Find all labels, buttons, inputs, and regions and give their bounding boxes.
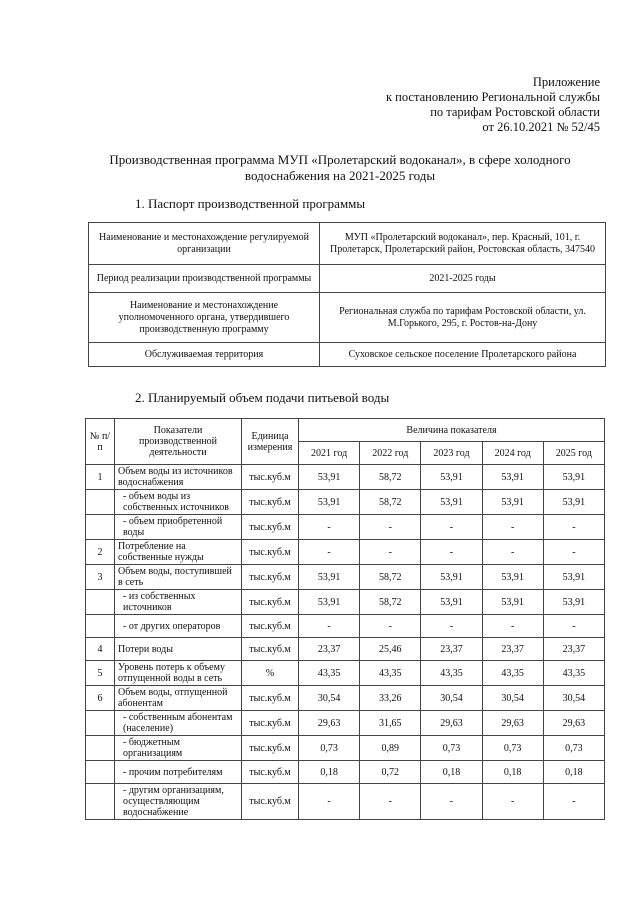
row-value: 23,37	[421, 638, 482, 661]
row-value: 43,35	[482, 661, 543, 686]
row-unit: тыс.куб.м	[242, 638, 299, 661]
table-row	[86, 615, 605, 638]
row-value: 0,73	[299, 736, 360, 761]
row-unit: тыс.куб.м	[242, 686, 299, 711]
row-value: 53,91	[421, 565, 482, 590]
row-value: 53,91	[299, 465, 360, 490]
row-value: -	[543, 615, 604, 638]
row-value: 25,46	[360, 638, 421, 661]
volume-table	[85, 418, 605, 820]
row-value: 29,63	[482, 711, 543, 736]
row-indicator: Объем воды, поступившей в сеть	[115, 565, 242, 590]
row-indicator: - от других операторов	[115, 615, 242, 638]
row-unit: тыс.куб.м	[242, 515, 299, 540]
row-num	[86, 590, 115, 615]
passport-label: Наименование и местонахождение уполномоченного органа, утвердившего производственную программу	[89, 293, 320, 343]
row-value: 58,72	[360, 590, 421, 615]
row-unit: тыс.куб.м	[242, 711, 299, 736]
row-value: -	[482, 515, 543, 540]
row-value: 53,91	[482, 465, 543, 490]
table-row	[86, 490, 605, 515]
row-value: 0,73	[482, 736, 543, 761]
row-num	[86, 615, 115, 638]
passport-row	[89, 223, 606, 265]
row-unit: тыс.куб.м	[242, 540, 299, 565]
row-value: 0,18	[543, 761, 604, 784]
table-row	[86, 686, 605, 711]
row-num	[86, 736, 115, 761]
row-value: -	[543, 515, 604, 540]
row-indicator: - из собственных источников	[115, 590, 242, 615]
row-value: -	[299, 540, 360, 565]
row-value: -	[482, 784, 543, 820]
row-value: 43,35	[543, 661, 604, 686]
row-indicator: - бюджетным организациям	[115, 736, 242, 761]
row-unit: тыс.куб.м	[242, 784, 299, 820]
passport-value: МУП «Пролетарский водоканал», пер. Красный, 101, г. Пролетарск, Пролетарский район, Ростовская область, 347540	[320, 223, 606, 265]
row-num	[86, 490, 115, 515]
row-num	[86, 711, 115, 736]
row-value: 58,72	[360, 565, 421, 590]
row-indicator: - объем воды из собственных источников	[115, 490, 242, 515]
row-value: 53,91	[299, 565, 360, 590]
title-line: Производственная программа МУП «Пролетарский водоканал», в сфере холодного	[109, 152, 571, 167]
row-indicator: - другим организациям, осуществляющим водоснабжение	[115, 784, 242, 820]
appendix-date: от 26.10.2021 № 52/45	[482, 120, 600, 134]
row-num	[86, 761, 115, 784]
row-value: 29,63	[421, 711, 482, 736]
row-value: 29,63	[299, 711, 360, 736]
row-indicator: Объем воды из источников водоснабжения	[115, 465, 242, 490]
document-title	[90, 152, 590, 184]
row-value: 30,54	[421, 686, 482, 711]
passport-label: Период реализации производственной программы	[89, 265, 320, 293]
row-unit: тыс.куб.м	[242, 465, 299, 490]
row-value: 53,91	[421, 590, 482, 615]
passport-row	[89, 293, 606, 343]
row-value: 30,54	[299, 686, 360, 711]
row-indicator: Объем воды, отпущенной абонентам	[115, 686, 242, 711]
header-value: Величина показателя	[299, 419, 605, 442]
table-row	[86, 590, 605, 615]
header-year: 2024 год	[482, 442, 543, 465]
table-row	[86, 565, 605, 590]
passport-row	[89, 265, 606, 293]
row-value: 53,91	[421, 465, 482, 490]
appendix-block	[386, 75, 600, 135]
row-value: -	[299, 615, 360, 638]
row-value: -	[360, 784, 421, 820]
row-value: 53,91	[543, 590, 604, 615]
appendix-line: Приложение	[532, 75, 600, 89]
row-unit: тыс.куб.м	[242, 615, 299, 638]
row-unit: тыс.куб.м	[242, 761, 299, 784]
passport-value: 2021-2025 годы	[320, 265, 606, 293]
passport-row	[89, 343, 606, 367]
passport-value: Суховское сельское поселение Пролетарского района	[320, 343, 606, 367]
table-row	[86, 661, 605, 686]
table-row	[86, 465, 605, 490]
row-value: 53,91	[482, 490, 543, 515]
row-value: 53,91	[543, 565, 604, 590]
passport-label: Обслуживаемая территория	[89, 343, 320, 367]
row-value: -	[482, 540, 543, 565]
row-value: -	[482, 615, 543, 638]
row-value: -	[360, 515, 421, 540]
row-unit: тыс.куб.м	[242, 490, 299, 515]
row-value: -	[543, 540, 604, 565]
row-value: 30,54	[482, 686, 543, 711]
table-row	[86, 736, 605, 761]
row-value: 0,73	[543, 736, 604, 761]
row-num: 3	[86, 565, 115, 590]
row-value: -	[360, 540, 421, 565]
row-num	[86, 784, 115, 820]
row-value: 0,18	[421, 761, 482, 784]
row-indicator: Потребление на собственные нужды	[115, 540, 242, 565]
row-num: 5	[86, 661, 115, 686]
row-value: 43,35	[421, 661, 482, 686]
row-value: 23,37	[543, 638, 604, 661]
row-value: 0,72	[360, 761, 421, 784]
header-year: 2023 год	[421, 442, 482, 465]
row-value: 30,54	[543, 686, 604, 711]
row-value: 31,65	[360, 711, 421, 736]
row-value: -	[421, 540, 482, 565]
table-row	[86, 515, 605, 540]
header-year: 2021 год	[299, 442, 360, 465]
row-value: 43,35	[360, 661, 421, 686]
section-heading-passport: 1. Паспорт производственной программы	[135, 196, 366, 211]
row-value: 53,91	[299, 490, 360, 515]
header-num: № п/п	[86, 419, 115, 465]
row-value: 53,91	[543, 465, 604, 490]
table-row	[86, 638, 605, 661]
row-unit: тыс.куб.м	[242, 565, 299, 590]
row-indicator: - прочим потребителям	[115, 761, 242, 784]
row-value: 23,37	[482, 638, 543, 661]
row-value: -	[299, 784, 360, 820]
row-indicator: Потери воды	[115, 638, 242, 661]
table-row	[86, 761, 605, 784]
row-num: 1	[86, 465, 115, 490]
row-unit: тыс.куб.м	[242, 736, 299, 761]
row-value: 23,37	[299, 638, 360, 661]
title-line: водоснабжения на 2021-2025 годы	[244, 168, 436, 183]
row-value: -	[299, 515, 360, 540]
row-value: 58,72	[360, 465, 421, 490]
row-value: 0,18	[482, 761, 543, 784]
passport-label: Наименование и местонахождение регулируемой организации	[89, 223, 320, 265]
appendix-line: по тарифам Ростовской области	[430, 105, 600, 119]
row-value: 53,91	[482, 590, 543, 615]
row-value: -	[421, 515, 482, 540]
header-unit: Единица измерения	[242, 419, 299, 465]
row-value: 53,91	[543, 490, 604, 515]
row-value: 0,18	[299, 761, 360, 784]
row-unit: тыс.куб.м	[242, 590, 299, 615]
header-year: 2022 год	[360, 442, 421, 465]
header-indicator: Показатели производственной деятельности	[115, 419, 242, 465]
row-value: 53,91	[482, 565, 543, 590]
row-indicator: Уровень потерь к объему отпущенной воды в сеть	[115, 661, 242, 686]
row-value: -	[360, 615, 421, 638]
row-value: 33,26	[360, 686, 421, 711]
row-num: 2	[86, 540, 115, 565]
row-num	[86, 515, 115, 540]
row-value: -	[421, 615, 482, 638]
row-value: 58,72	[360, 490, 421, 515]
row-value: -	[421, 784, 482, 820]
table-row	[86, 540, 605, 565]
row-value: 29,63	[543, 711, 604, 736]
row-value: 0,73	[421, 736, 482, 761]
row-value: 43,35	[299, 661, 360, 686]
table-row	[86, 784, 605, 820]
row-num: 6	[86, 686, 115, 711]
appendix-line: к постановлению Региональной службы	[385, 90, 600, 104]
row-value: 0,89	[360, 736, 421, 761]
row-num: 4	[86, 638, 115, 661]
header-year: 2025 год	[543, 442, 604, 465]
passport-table	[88, 222, 606, 367]
row-indicator: - объем приобретенной воды	[115, 515, 242, 540]
table-row	[86, 711, 605, 736]
passport-value: Региональная служба по тарифам Ростовской области, ул. М.Горького, 295, г. Ростов-на-Дону	[320, 293, 606, 343]
row-unit: %	[242, 661, 299, 686]
section-heading-volume: 2. Планируемый объем подачи питьевой воды	[135, 390, 390, 405]
row-value: -	[543, 784, 604, 820]
row-value: 53,91	[299, 590, 360, 615]
row-indicator: - собственным абонентам (население)	[115, 711, 242, 736]
row-value: 53,91	[421, 490, 482, 515]
